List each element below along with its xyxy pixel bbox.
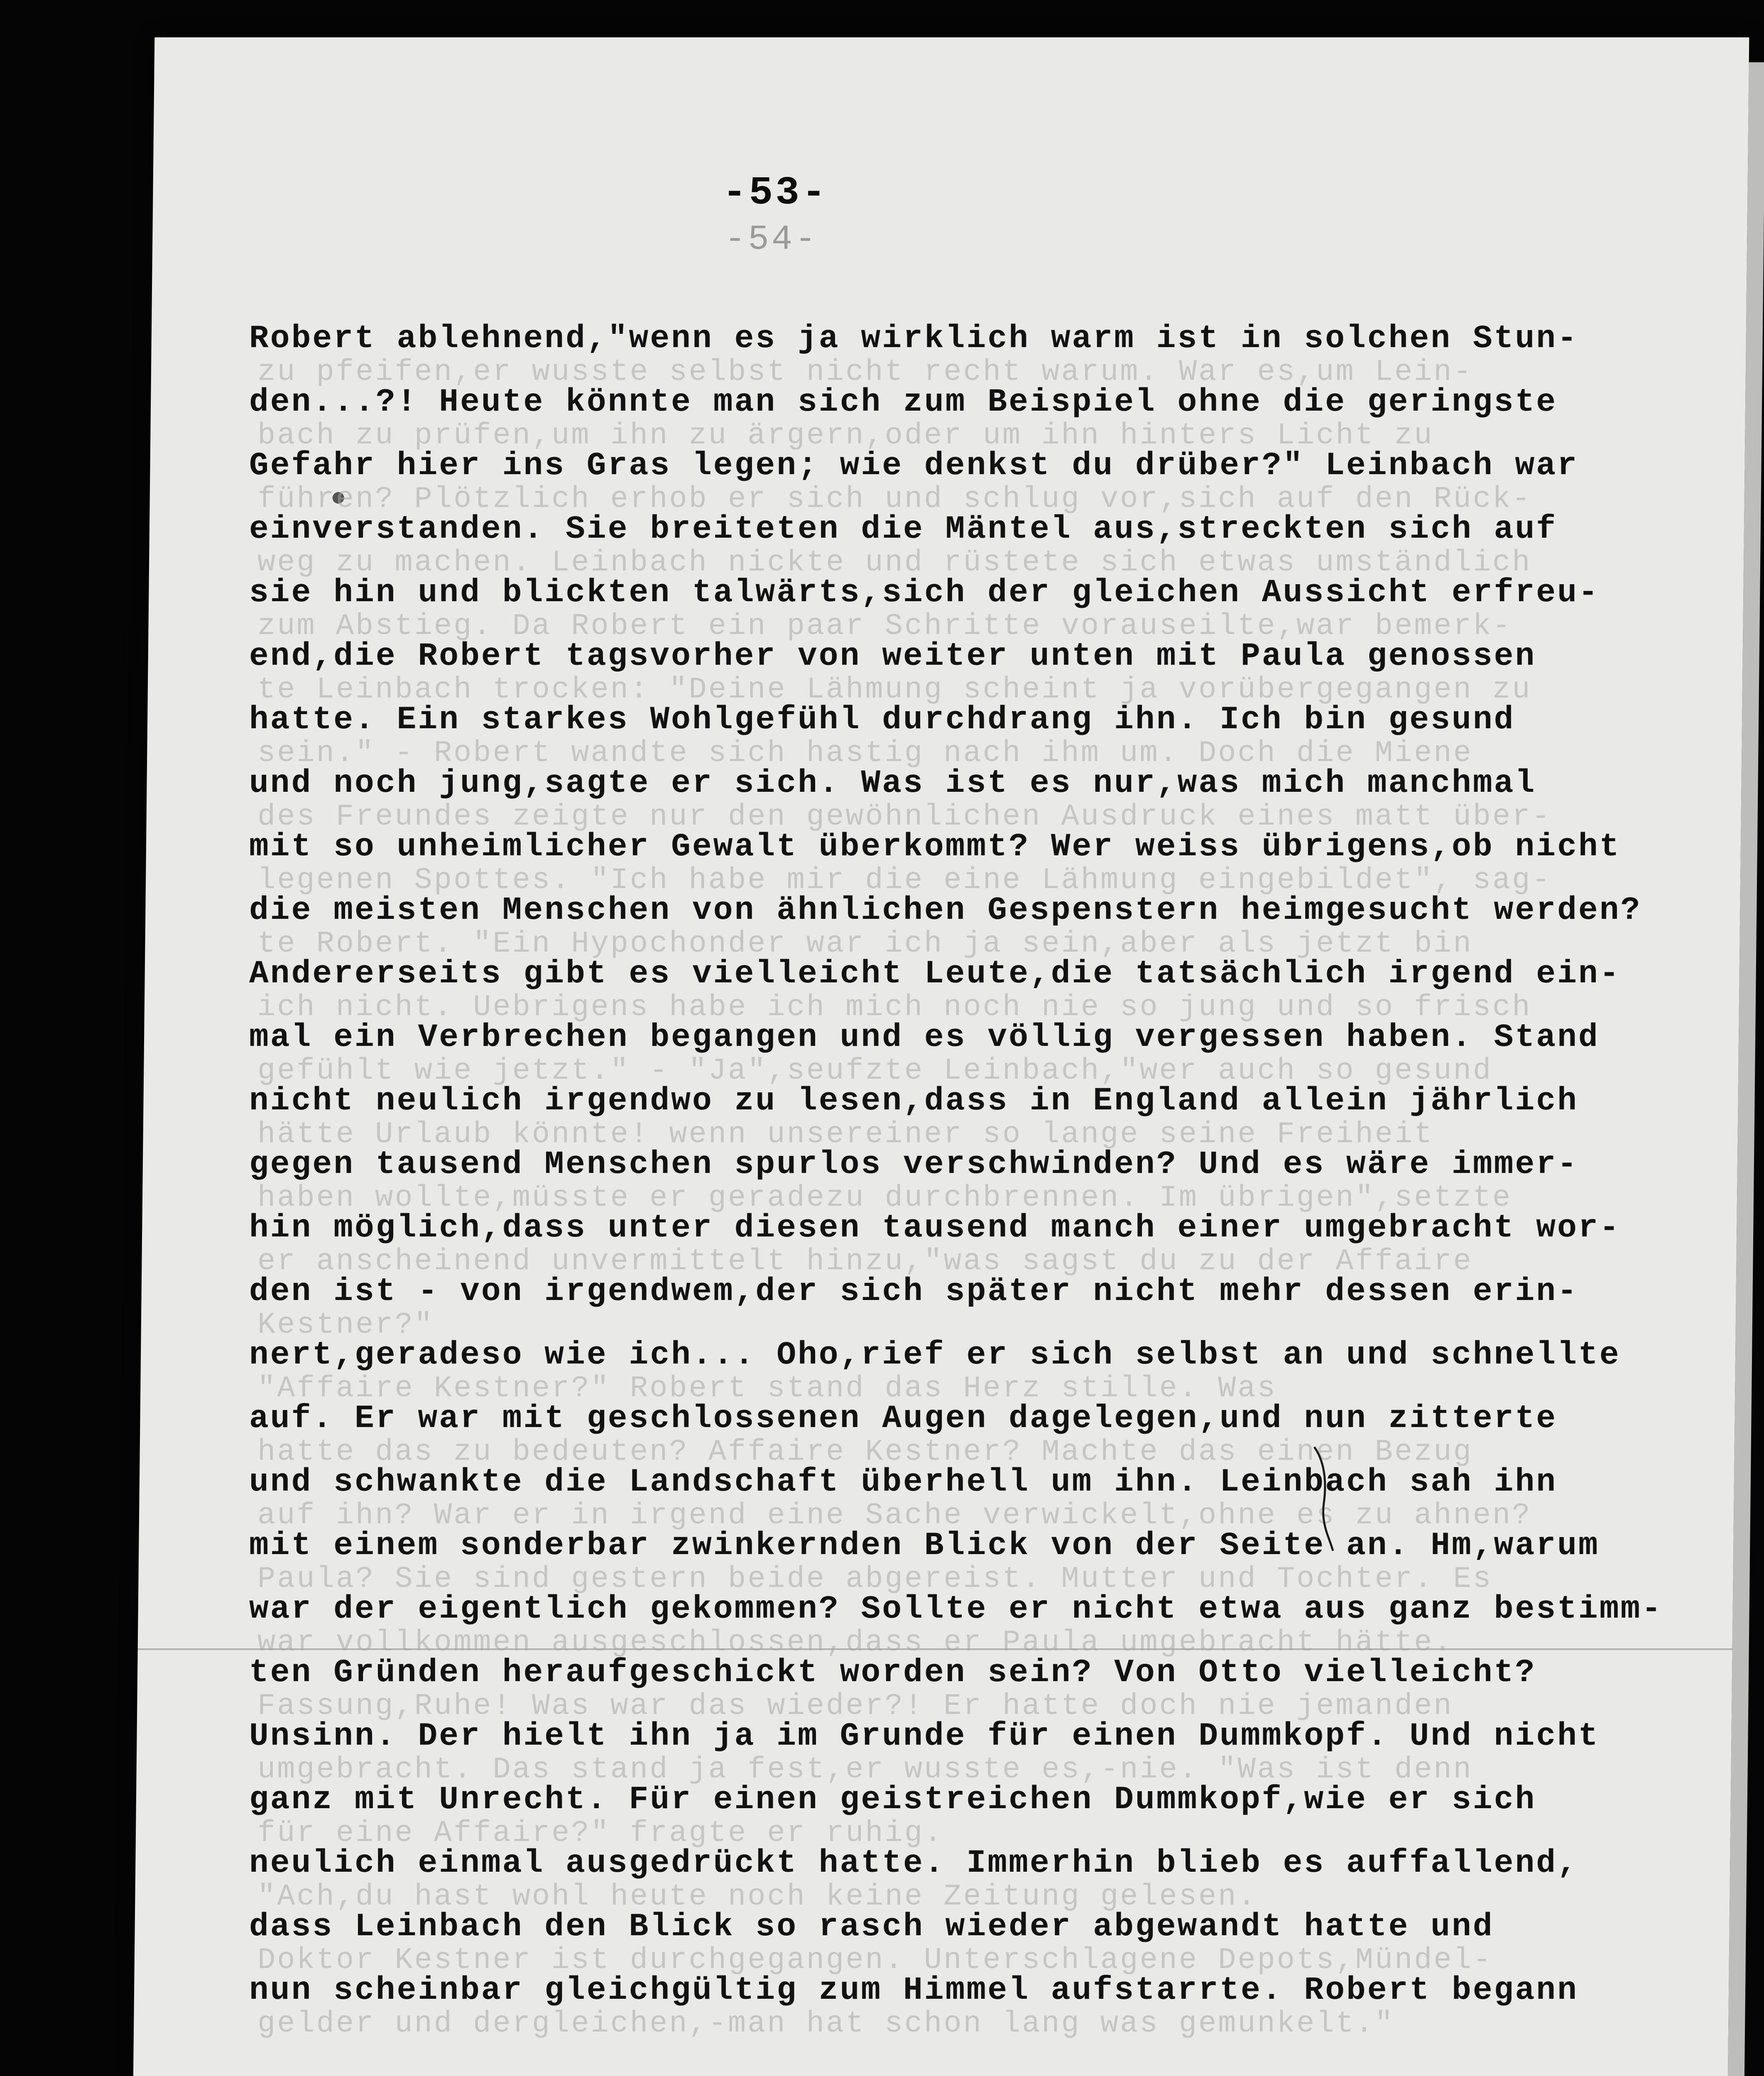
text-line: gegen tausend Menschen spurlos verschwinden? Und es wäre immer- — [249, 1146, 1578, 1183]
ghost-line: er anscheinend unvermittelt hinzu,"was sagst du zu der Affaire — [257, 1244, 1473, 1278]
ghost-line: Paula? Sie sind gestern beide abgereist. Mutter und Tochter. Es — [257, 1562, 1493, 1596]
text-line: mit so unheimlicher Gewalt überkommt? Wer weiss übrigens,ob nicht — [249, 829, 1621, 865]
text-line: dass Leinbach den Blick so rasch wieder abgewandt hatte und — [249, 1909, 1494, 1945]
ghost-line: zum Abstieg. Da Robert ein paar Schritte vorauseilte,war bemerk- — [257, 609, 1512, 643]
ghost-line: Fassung,Ruhe! Was war das wieder?! Er hatte doch nie jemanden — [257, 1689, 1453, 1723]
text-line: nicht neulich irgendwo zu lesen,dass in England allein jährlich — [249, 1083, 1578, 1119]
ghost-line: hatte das zu bedeuten? Affaire Kestner? Machte das einen Bezug — [257, 1435, 1473, 1469]
text-line: Gefahr hier ins Gras legen; wie denkst du drüber?" Leinbach war — [249, 448, 1578, 484]
ghost-line: ich nicht. Uebrigens habe ich mich noch nie so jung und so frisch — [257, 990, 1532, 1024]
text-line: mal ein Verbrechen begangen und es völlig vergessen haben. Stand — [249, 1019, 1600, 1056]
text-line: ten Gründen heraufgeschickt worden sein? Von Otto vielleicht? — [249, 1655, 1536, 1691]
pen-mark — [1312, 1445, 1337, 1553]
text-line: Andererseits gibt es vielleicht Leute,die tatsächlich irgend ein- — [249, 956, 1621, 992]
text-line: war der eigentlich gekommen? Sollte er nicht etwa aus ganz bestimm- — [249, 1591, 1663, 1628]
ghost-line: te Robert. "Ein Hypochonder war ich ja sein,aber als jetzt bin — [257, 927, 1473, 961]
text-line: nert,geradeso wie ich... Oho,rief er sich selbst an und schnellte — [249, 1337, 1621, 1373]
text-line: nun scheinbar gleichgültig zum Himmel aufstarrte. Robert begann — [249, 1972, 1578, 2009]
page-number: -53- — [723, 170, 828, 215]
text-line: sie hin und blickten talwärts,sich der gleichen Aussicht erfreu- — [249, 575, 1600, 611]
text-line: Robert ablehnend,"wenn es ja wirklich warm ist in solchen Stun- — [249, 321, 1578, 357]
text-line: mit einem sonderbar zwinkernden Blick von der Seite an. Hm,warum — [249, 1528, 1600, 1564]
text-line: ganz mit Unrecht. Für einen geistreichen Dummkopf,wie er sich — [249, 1782, 1536, 1818]
ghost-line: bach zu prüfen,um ihn zu ärgern,oder um ihn hinters Licht zu — [257, 419, 1434, 453]
ghost-line: des Freundes zeigte nur den gewöhnlichen Ausdruck eines matt über- — [257, 800, 1551, 834]
ghost-line: weg zu machen. Leinbach nickte und rüstete sich etwas umständlich — [257, 546, 1532, 580]
ghost-line: te Leinbach trocken: "Deine Lähmung scheint ja vorübergegangen zu — [257, 673, 1532, 707]
page-edge — [1727, 62, 1764, 2076]
ghost-line: hätte Urlaub könnte! wenn unsereiner so lange seine Freiheit — [257, 1117, 1434, 1151]
text-line: und noch jung,sagte er sich. Was ist es nur,was mich manchmal — [249, 765, 1536, 802]
ghost-line: legenen Spottes. "Ich habe mir die eine Lähmung eingebildet", sag- — [257, 863, 1551, 897]
ghost-line: gefühlt wie jetzt." - "Ja",seufzte Leinbach,"wer auch so gesund — [257, 1054, 1493, 1088]
text-line: die meisten Menschen von ähnlichen Gespenstern heimgesucht werden? — [249, 892, 1642, 929]
text-line: den...?! Heute könnte man sich zum Beispiel ohne die geringste — [249, 384, 1558, 421]
ghost-line: "Ach,du hast wohl heute noch keine Zeitung gelesen. — [257, 1880, 1257, 1914]
ghost-line: zu pfeifen,er wusste selbst nicht recht warum. War es,um Lein- — [257, 355, 1473, 389]
ghost-line: Doktor Kestner ist durchgegangen. Unterschlagene Depots,Mündel- — [257, 1943, 1493, 1977]
text-line: den ist - von irgendwem,der sich später nicht mehr dessen erin- — [249, 1273, 1578, 1310]
text-line: und schwankte die Landschaft überhell um ihn. Leinbach sah ihn — [249, 1464, 1558, 1501]
text-line: hin möglich,dass unter diesen tausend manch einer umgebracht wor- — [249, 1210, 1621, 1246]
text-line: auf. Er war mit geschlossenen Augen dagelegen,und nun zitterte — [249, 1400, 1558, 1437]
text-line: einverstanden. Sie breiteten die Mäntel aus,streckten sich auf — [249, 511, 1558, 548]
ghost-line: gelder und dergleichen,-man hat schon lang was gemunkelt." — [257, 2007, 1395, 2041]
text-line: end,die Robert tagsvorher von weiter unten mit Paula genossen — [249, 638, 1536, 675]
text-line: hatte. Ein starkes Wohlgefühl durchdrang ihn. Ich bin gesund — [249, 702, 1515, 738]
ghost-line: auf ihn? War er in irgend eine Sache verwickelt,ohne es zu ahnen? — [257, 1498, 1532, 1533]
ghost-line: sein." - Robert wandte sich hastig nach ihm um. Doch die Miene — [257, 736, 1473, 770]
ghost-line: war vollkommen ausgeschlossen,dass er Paula umgebracht hätte. — [257, 1626, 1453, 1660]
page-number-bleedthrough: -54- — [725, 220, 818, 260]
ghost-line: haben wollte,müsste er geradezu durchbrennen. Im übrigen",setzte — [257, 1181, 1512, 1215]
ghost-line: für eine Affaire?" fragte er ruhig. — [257, 1816, 944, 1850]
ghost-line: umgebracht. Das stand ja fest,er wusste es,-nie. "Was ist denn — [257, 1753, 1473, 1787]
text-line: neulich einmal ausgedrückt hatte. Immerhin blieb es auffallend, — [249, 1845, 1578, 1882]
text-line: Unsinn. Der hielt ihn ja im Grunde für einen Dummkopf. Und nicht — [249, 1718, 1600, 1755]
ghost-line: führen? Plötzlich erhob er sich und schlug vor,sich auf den Rück- — [257, 482, 1532, 516]
ghost-line: Kestner?" — [257, 1308, 434, 1342]
ghost-line: "Affaire Kestner?" Robert stand das Herz stille. Was — [257, 1371, 1277, 1405]
body-text — [249, 307, 1663, 2022]
